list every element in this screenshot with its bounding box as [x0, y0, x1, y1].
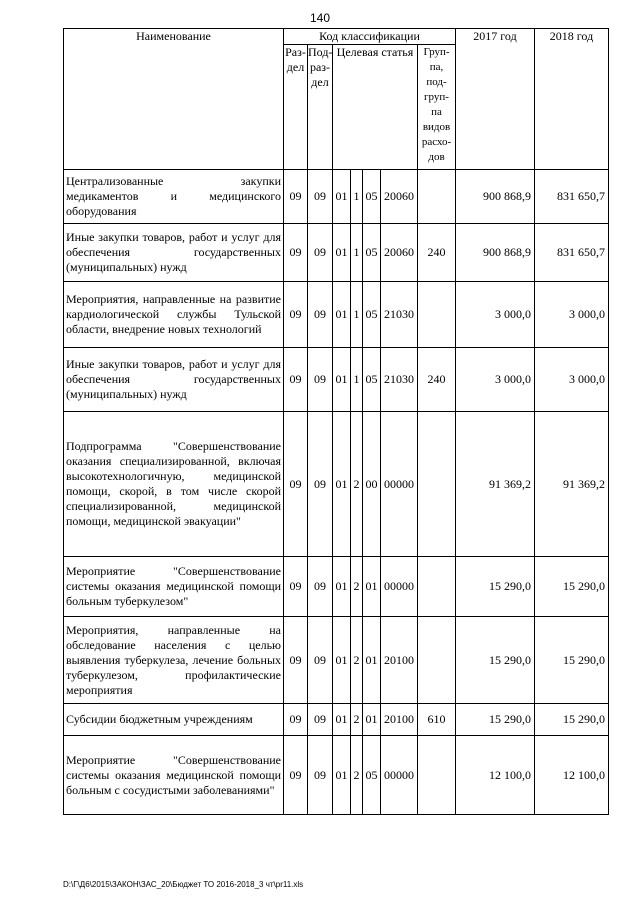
- row-amount-2018: 12 100,0: [535, 736, 609, 815]
- row-target-c1: 01: [333, 704, 351, 736]
- row-name: Мероприятие "Совершенствование системы оказания медицинской помощи больным с сосудистыми заболеваниями": [64, 736, 284, 815]
- file-path-footer: D:\Г\Д6\2015\ЗАКОН\ЗАС_20\Бюджет ТО 2016-2018_3 чт\pr11.xls: [63, 880, 304, 889]
- row-amount-2017: 15 290,0: [456, 557, 535, 617]
- row-target-c2: 2: [351, 704, 363, 736]
- row-amount-2018: 3 000,0: [535, 348, 609, 412]
- row-target-c3: 01: [363, 557, 381, 617]
- row-name: Субсидии бюджетным учреждениям: [64, 704, 284, 736]
- row-amount-2017: 15 290,0: [456, 704, 535, 736]
- row-expense-group: [418, 736, 456, 815]
- row-expense-group: [418, 557, 456, 617]
- row-section: 09: [284, 348, 308, 412]
- row-amount-2017: 3 000,0: [456, 282, 535, 348]
- row-target-c3: 00: [363, 412, 381, 557]
- row-amount-2018: 831 650,7: [535, 170, 609, 224]
- row-amount-2017: 91 369,2: [456, 412, 535, 557]
- row-target-c4: 20100: [381, 617, 418, 704]
- row-amount-2018: 15 290,0: [535, 704, 609, 736]
- row-section: 09: [284, 617, 308, 704]
- page-number: 140: [309, 11, 331, 25]
- header-expense-group: Груп- па, под- груп- па видов расхо- дов: [418, 45, 456, 170]
- row-subsection: 09: [308, 736, 333, 815]
- header-target-article: Целевая статья: [333, 45, 418, 170]
- row-amount-2017: 3 000,0: [456, 348, 535, 412]
- row-name: Подпрограмма "Совершенствование оказания специализированной, включая высокотехнологичную, медицинской помощи, скорой, в том числе скорой специализированной, медицинской помощи, медицинской эвакуации": [64, 412, 284, 557]
- row-name: Мероприятие "Совершенствование системы оказания медицинской помощи больным туберкулезом": [64, 557, 284, 617]
- row-target-c2: 1: [351, 282, 363, 348]
- row-target-c4: 00000: [381, 557, 418, 617]
- row-target-c4: 20060: [381, 170, 418, 224]
- table-row: [64, 282, 609, 348]
- row-target-c1: 01: [333, 224, 351, 282]
- row-amount-2018: 15 290,0: [535, 617, 609, 704]
- row-amount-2017: 900 868,9: [456, 224, 535, 282]
- row-section: 09: [284, 282, 308, 348]
- row-amount-2017: 15 290,0: [456, 617, 535, 704]
- row-target-c3: 01: [363, 617, 381, 704]
- row-section: 09: [284, 412, 308, 557]
- header-subsection: Под- раз- дел: [308, 45, 333, 170]
- budget-table: [63, 28, 609, 815]
- row-subsection: 09: [308, 170, 333, 224]
- row-target-c2: 2: [351, 412, 363, 557]
- row-target-c1: 01: [333, 412, 351, 557]
- row-subsection: 09: [308, 282, 333, 348]
- row-name: Мероприятия, направленные на обследование населения с целью выявления туберкулеза, лечение больных туберкулезом, профилактические мероприятия: [64, 617, 284, 704]
- row-target-c1: 01: [333, 617, 351, 704]
- row-target-c3: 01: [363, 704, 381, 736]
- row-target-c3: 05: [363, 736, 381, 815]
- row-amount-2018: 91 369,2: [535, 412, 609, 557]
- row-section: 09: [284, 557, 308, 617]
- row-target-c4: 00000: [381, 412, 418, 557]
- row-target-c2: 1: [351, 348, 363, 412]
- row-target-c4: 20100: [381, 704, 418, 736]
- row-target-c2: 2: [351, 557, 363, 617]
- row-subsection: 09: [308, 412, 333, 557]
- row-expense-group: 610: [418, 704, 456, 736]
- row-target-c2: 2: [351, 736, 363, 815]
- row-target-c2: 1: [351, 224, 363, 282]
- row-target-c4: 21030: [381, 282, 418, 348]
- header-year-2017: 2017 год: [456, 29, 535, 170]
- row-subsection: 09: [308, 617, 333, 704]
- table-row: [64, 617, 609, 704]
- row-name: Иные закупки товаров, работ и услуг для обеспечения государственных (муниципальных) нужд: [64, 224, 284, 282]
- row-section: 09: [284, 170, 308, 224]
- row-target-c4: 20060: [381, 224, 418, 282]
- row-amount-2017: 900 868,9: [456, 170, 535, 224]
- row-section: 09: [284, 704, 308, 736]
- row-target-c3: 05: [363, 282, 381, 348]
- row-expense-group: [418, 617, 456, 704]
- row-subsection: 09: [308, 348, 333, 412]
- row-amount-2018: 15 290,0: [535, 557, 609, 617]
- row-subsection: 09: [308, 224, 333, 282]
- row-target-c4: 21030: [381, 348, 418, 412]
- row-expense-group: [418, 170, 456, 224]
- table-row: [64, 704, 609, 736]
- row-target-c3: 05: [363, 224, 381, 282]
- row-amount-2018: 831 650,7: [535, 224, 609, 282]
- row-expense-group: 240: [418, 348, 456, 412]
- table-row: [64, 736, 609, 815]
- header-year-2018: 2018 год: [535, 29, 609, 170]
- row-name: Иные закупки товаров, работ и услуг для обеспечения государственных (муниципальных) нужд: [64, 348, 284, 412]
- row-amount-2017: 12 100,0: [456, 736, 535, 815]
- row-target-c3: 05: [363, 348, 381, 412]
- row-target-c2: 2: [351, 617, 363, 704]
- row-target-c3: 05: [363, 170, 381, 224]
- row-expense-group: [418, 282, 456, 348]
- table-row: [64, 557, 609, 617]
- header-row-1: [64, 29, 609, 45]
- row-name: Мероприятия, направленные на развитие кардиологической службы Тульской области, внедрение новых технологий: [64, 282, 284, 348]
- header-section: Раз- дел: [284, 45, 308, 170]
- table-row: [64, 348, 609, 412]
- header-name: Наименование: [64, 29, 284, 170]
- table-row: [64, 224, 609, 282]
- row-section: 09: [284, 736, 308, 815]
- row-name: Централизованные закупки медикаментов и медицинского оборудования: [64, 170, 284, 224]
- row-target-c1: 01: [333, 170, 351, 224]
- row-target-c1: 01: [333, 282, 351, 348]
- header-classification: Код классификации: [284, 29, 456, 45]
- row-expense-group: 240: [418, 224, 456, 282]
- row-subsection: 09: [308, 704, 333, 736]
- row-amount-2018: 3 000,0: [535, 282, 609, 348]
- table-row: [64, 170, 609, 224]
- row-subsection: 09: [308, 557, 333, 617]
- row-target-c1: 01: [333, 736, 351, 815]
- row-section: 09: [284, 224, 308, 282]
- row-target-c1: 01: [333, 557, 351, 617]
- row-target-c1: 01: [333, 348, 351, 412]
- table-row: [64, 412, 609, 557]
- row-expense-group: [418, 412, 456, 557]
- row-target-c2: 1: [351, 170, 363, 224]
- row-target-c4: 00000: [381, 736, 418, 815]
